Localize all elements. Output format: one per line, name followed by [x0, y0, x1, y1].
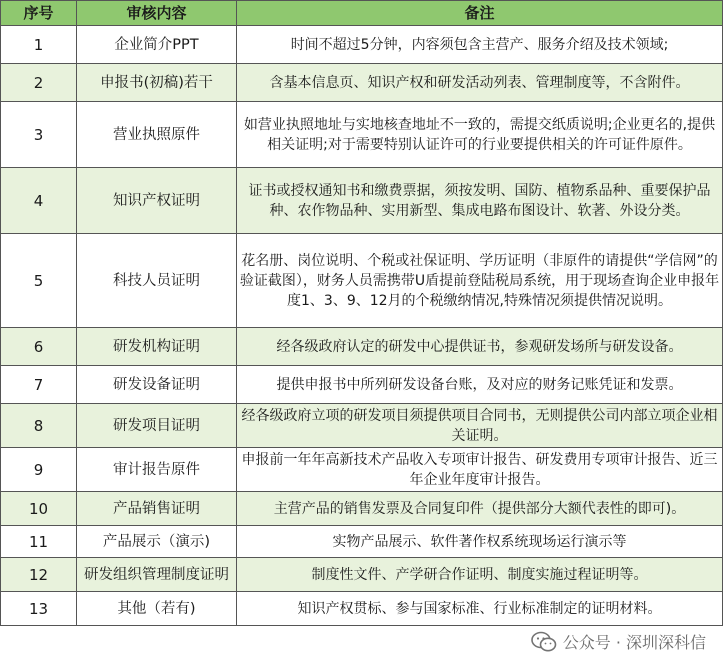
row-item: 申报书(初稿)若干	[77, 64, 237, 102]
table-row	[1, 404, 723, 448]
row-number: 12	[1, 558, 77, 592]
row-number: 7	[1, 366, 77, 404]
header-row	[1, 1, 723, 26]
row-number: 2	[1, 64, 77, 102]
row-note: 时间不超过5分钟，内容须包含主营产、服务介绍及技术领域;	[237, 26, 723, 64]
row-note: 知识产权贯标、参与国家标准、行业标准制定的证明材料。	[237, 592, 723, 626]
table-row	[1, 492, 723, 526]
row-number: 10	[1, 492, 77, 526]
table-row	[1, 526, 723, 558]
row-note: 经各级政府认定的研发中心提供证书，参观研发场所与研发设备。	[237, 328, 723, 366]
watermark	[531, 630, 706, 653]
table-row	[1, 448, 723, 492]
row-number: 4	[1, 168, 77, 234]
row-item: 产品展示（演示)	[77, 526, 237, 558]
header-note: 备注	[237, 1, 723, 26]
table-row	[1, 64, 723, 102]
row-item: 研发项目证明	[77, 404, 237, 448]
row-item: 审计报告原件	[77, 448, 237, 492]
row-number: 1	[1, 26, 77, 64]
row-note: 制度性文件、产学研合作证明、制度实施过程证明等。	[237, 558, 723, 592]
row-item: 科技人员证明	[77, 234, 237, 328]
table-row	[1, 234, 723, 328]
row-item: 企业简介PPT	[77, 26, 237, 64]
row-item: 研发设备证明	[77, 366, 237, 404]
row-item: 产品销售证明	[77, 492, 237, 526]
wechat-icon	[531, 631, 557, 653]
table-row	[1, 168, 723, 234]
table-row	[1, 558, 723, 592]
row-item: 知识产权证明	[77, 168, 237, 234]
row-number: 6	[1, 328, 77, 366]
row-note: 实物产品展示、软件著作权系统现场运行演示等	[237, 526, 723, 558]
row-item: 研发组织管理制度证明	[77, 558, 237, 592]
row-note: 主营产品的销售发票及合同复印件（提供部分大额代表性的即可)。	[237, 492, 723, 526]
table-row	[1, 26, 723, 64]
table-row	[1, 328, 723, 366]
row-item: 研发机构证明	[77, 328, 237, 366]
row-note: 证书或授权通知书和缴费票据，须按发明、国防、植物系品种、重要保护品种、农作物品种、实用新型、集成电路布图设计、软著、外设分类。	[237, 168, 723, 234]
row-number: 13	[1, 592, 77, 626]
header-item: 审核内容	[77, 1, 237, 26]
row-note: 如营业执照地址与实地核查地址不一致的，需提交纸质说明;企业更名的,提供相关证明;对于需要特别认证许可的行业要提供相关的许可证件原件。	[237, 102, 723, 168]
row-number: 8	[1, 404, 77, 448]
row-number: 3	[1, 102, 77, 168]
row-note: 申报前一年年高新技术产品收入专项审计报告、研发费用专项审计报告、近三年企业年度审计报告。	[237, 448, 723, 492]
row-note: 含基本信息页、知识产权和研发活动列表、管理制度等，不含附件。	[237, 64, 723, 102]
table-row	[1, 366, 723, 404]
table-row	[1, 592, 723, 626]
table-row	[1, 102, 723, 168]
header-no: 序号	[1, 1, 77, 26]
row-number: 11	[1, 526, 77, 558]
row-item: 营业执照原件	[77, 102, 237, 168]
row-number: 5	[1, 234, 77, 328]
row-item: 其他（若有)	[77, 592, 237, 626]
row-note: 花名册、岗位说明、个税或社保证明、学历证明（非原件的请提供“学信网”的验证截图），财务人员需携带U盾提前登陆税局系统，用于现场查询企业申报年度1、3、9、12月的个税缴纳情况,特殊情况须提供情况说明。	[237, 234, 723, 328]
row-number: 9	[1, 448, 77, 492]
row-note: 经各级政府立项的研发项目须提供项目合同书，无则提供公司内部立项企业相关证明。	[237, 404, 723, 448]
row-note: 提供申报书中所列研发设备台账，及对应的财务记账凭证和发票。	[237, 366, 723, 404]
watermark-text: 公众号 · 深圳深科信	[562, 633, 706, 652]
